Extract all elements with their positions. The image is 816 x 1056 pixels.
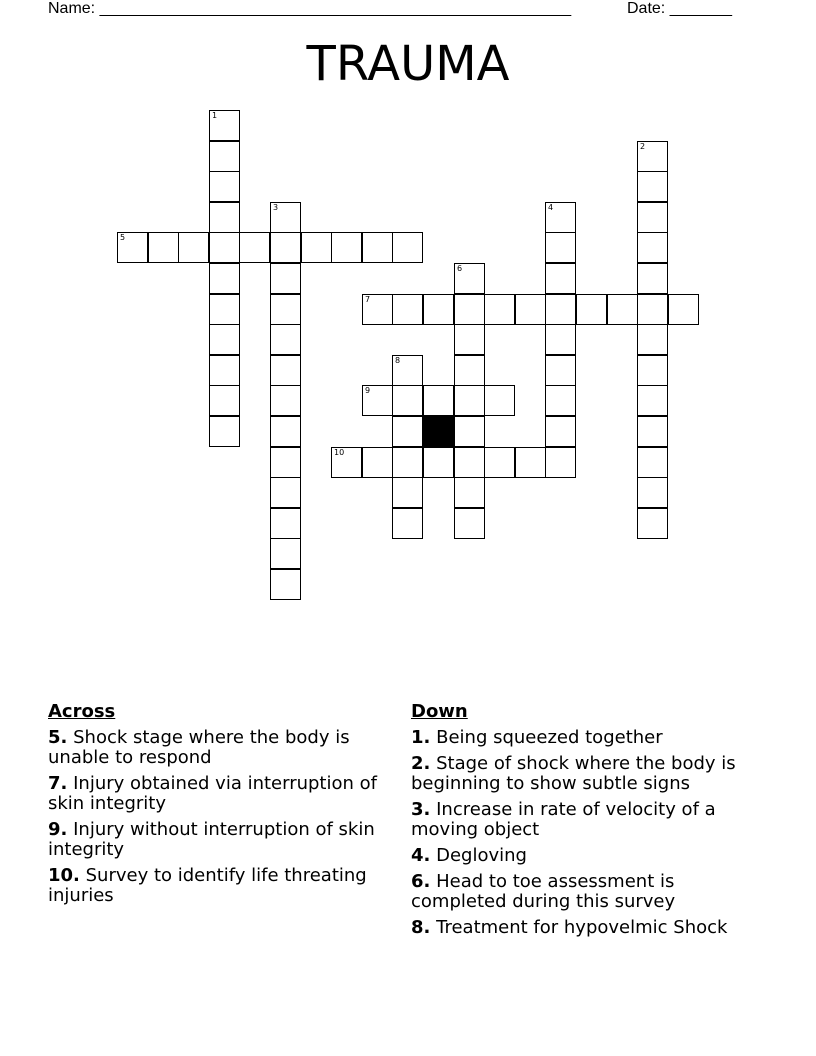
across-clue: [48, 728, 393, 768]
grid-cell[interactable]: [637, 355, 668, 386]
grid-cell[interactable]: [484, 447, 515, 478]
clue-number-label: 7: [365, 295, 371, 304]
clue-text: Survey to identify life threating injuries: [48, 865, 367, 906]
grid-cell[interactable]: [454, 447, 485, 478]
grid-cell[interactable]: [637, 416, 668, 447]
grid-cell[interactable]: [454, 508, 485, 539]
grid-cell[interactable]: [545, 232, 576, 263]
grid-cell[interactable]: [362, 232, 393, 263]
clue-number-label: 6: [457, 264, 463, 273]
grid-cell[interactable]: [270, 355, 301, 386]
down-clue: [411, 800, 756, 840]
grid-cell[interactable]: [454, 294, 485, 325]
clue-number-label: 10: [334, 448, 345, 457]
clue-text: Degloving: [436, 845, 527, 866]
grid-cell[interactable]: [209, 263, 240, 294]
grid-cell[interactable]: [637, 447, 668, 478]
grid-cell[interactable]: [392, 385, 423, 416]
grid-cell[interactable]: [637, 263, 668, 294]
clue-number-label: 2: [640, 142, 646, 151]
clue-number-label: 4: [548, 203, 554, 212]
across-clue: [48, 774, 393, 814]
clue-text: Injury obtained via interruption of skin integrity: [48, 773, 377, 814]
grid-cell[interactable]: [331, 232, 362, 263]
clue-number: 6.: [411, 871, 431, 892]
grid-cell[interactable]: [637, 141, 668, 172]
grid-cell[interactable]: [454, 477, 485, 508]
clue-number-label: 3: [273, 203, 279, 212]
grid-cell[interactable]: [301, 232, 332, 263]
grid-cell[interactable]: [362, 294, 393, 325]
grid-cell[interactable]: [484, 294, 515, 325]
grid-cell[interactable]: [484, 385, 515, 416]
grid-cell[interactable]: [392, 447, 423, 478]
grid-cell[interactable]: [545, 416, 576, 447]
grid-cell[interactable]: [362, 385, 393, 416]
grid-cell[interactable]: [362, 447, 393, 478]
grid-cell[interactable]: [423, 294, 454, 325]
grid-cell[interactable]: [270, 324, 301, 355]
grid-cell[interactable]: [607, 294, 638, 325]
clue-number-label: 8: [395, 356, 401, 365]
grid-cell[interactable]: [392, 477, 423, 508]
grid-cell[interactable]: [209, 385, 240, 416]
grid-cell[interactable]: [545, 447, 576, 478]
grid-cell[interactable]: [270, 232, 301, 263]
down-clue: [411, 872, 756, 912]
grid-cell[interactable]: [545, 385, 576, 416]
clue-number: 8.: [411, 917, 431, 938]
grid-cell[interactable]: [515, 294, 546, 325]
clue-text: Shock stage where the body is unable to respond: [48, 727, 350, 768]
grid-cell[interactable]: [637, 294, 668, 325]
grid-cell[interactable]: [392, 355, 423, 386]
grid-cell[interactable]: [178, 232, 209, 263]
clue-number: 10.: [48, 865, 80, 886]
name-line: Name: _____________________________________________________: [48, 0, 572, 17]
grid-cell[interactable]: [545, 263, 576, 294]
clue-number: 2.: [411, 753, 431, 774]
grid-cell[interactable]: [515, 447, 546, 478]
clue-number: 4.: [411, 845, 431, 866]
grid-cell[interactable]: [637, 171, 668, 202]
grid-cell[interactable]: [209, 294, 240, 325]
grid-cell[interactable]: [209, 232, 240, 263]
grid-cell[interactable]: [392, 508, 423, 539]
clue-number-label: 9: [365, 386, 371, 395]
clue-text: Treatment for hypovelmic Shock: [436, 917, 728, 938]
grid-cell[interactable]: [270, 538, 301, 569]
clue-text: Stage of shock where the body is beginning to show subtle signs: [411, 753, 736, 794]
grid-cell[interactable]: [209, 324, 240, 355]
grid-cell[interactable]: [637, 232, 668, 263]
grid-cell[interactable]: [454, 263, 485, 294]
clue-number: 1.: [411, 727, 431, 748]
grid-cell[interactable]: [545, 202, 576, 233]
grid-cell[interactable]: [545, 294, 576, 325]
grid-cell[interactable]: [270, 508, 301, 539]
grid-cell[interactable]: [454, 416, 485, 447]
grid-cell[interactable]: [545, 324, 576, 355]
grid-cell[interactable]: [209, 202, 240, 233]
grid-cell[interactable]: [454, 385, 485, 416]
grid-cell[interactable]: [148, 232, 179, 263]
down-clue: [411, 846, 756, 866]
grid-cell[interactable]: [270, 416, 301, 447]
grid-cell[interactable]: [637, 477, 668, 508]
puzzle-title: TRAUMA: [306, 36, 510, 92]
down-clue: [411, 754, 756, 794]
grid-cell[interactable]: [270, 569, 301, 600]
grid-cell[interactable]: [270, 477, 301, 508]
across-heading: Across: [48, 701, 116, 722]
grid-cell[interactable]: [392, 416, 423, 447]
grid-cell[interactable]: [117, 232, 148, 263]
clue-number: 3.: [411, 799, 431, 820]
grid-cell[interactable]: [331, 447, 362, 478]
grid-cell[interactable]: [270, 263, 301, 294]
grid-cell[interactable]: [637, 324, 668, 355]
down-clue: [411, 918, 756, 938]
down-heading: Down: [411, 701, 468, 722]
grid-cell[interactable]: [209, 355, 240, 386]
clue-text: Injury without interruption of skin integrity: [48, 819, 375, 860]
date-line: Date: _______: [627, 0, 732, 17]
clue-number-label: 1: [212, 111, 218, 120]
grid-cell[interactable]: [637, 385, 668, 416]
grid-cell[interactable]: [392, 232, 423, 263]
grid-cell[interactable]: [209, 416, 240, 447]
grid-cell[interactable]: [270, 385, 301, 416]
down-clue: [411, 728, 756, 748]
clue-number: 7.: [48, 773, 68, 794]
grid-cell[interactable]: [209, 141, 240, 172]
grid-cell[interactable]: [423, 385, 454, 416]
clue-number-label: 5: [120, 233, 126, 242]
down-clues: [411, 702, 756, 944]
grid-cell[interactable]: [270, 447, 301, 478]
grid-cell[interactable]: [239, 232, 270, 263]
grid-cell[interactable]: [209, 171, 240, 202]
grid-cell[interactable]: [576, 294, 607, 325]
grid-cell[interactable]: [454, 324, 485, 355]
grid-cell[interactable]: [209, 110, 240, 141]
clue-number: 5.: [48, 727, 68, 748]
grid-cell[interactable]: [545, 355, 576, 386]
grid-cell[interactable]: [270, 294, 301, 325]
grid-cell[interactable]: [392, 294, 423, 325]
clue-text: Being squeezed together: [436, 727, 663, 748]
clue-number: 9.: [48, 819, 68, 840]
across-clue: [48, 820, 393, 860]
grid-cell[interactable]: [668, 294, 699, 325]
grid-cell[interactable]: [637, 508, 668, 539]
grid-cell[interactable]: [454, 355, 485, 386]
clue-text: Head to toe assessment is completed during this survey: [411, 871, 676, 912]
grid-cell[interactable]: [637, 202, 668, 233]
black-cell: [423, 416, 454, 447]
grid-cell[interactable]: [270, 202, 301, 233]
grid-cell[interactable]: [423, 447, 454, 478]
across-clue: [48, 866, 393, 906]
across-clues: [48, 702, 393, 912]
clue-text: Increase in rate of velocity of a moving object: [411, 799, 716, 840]
